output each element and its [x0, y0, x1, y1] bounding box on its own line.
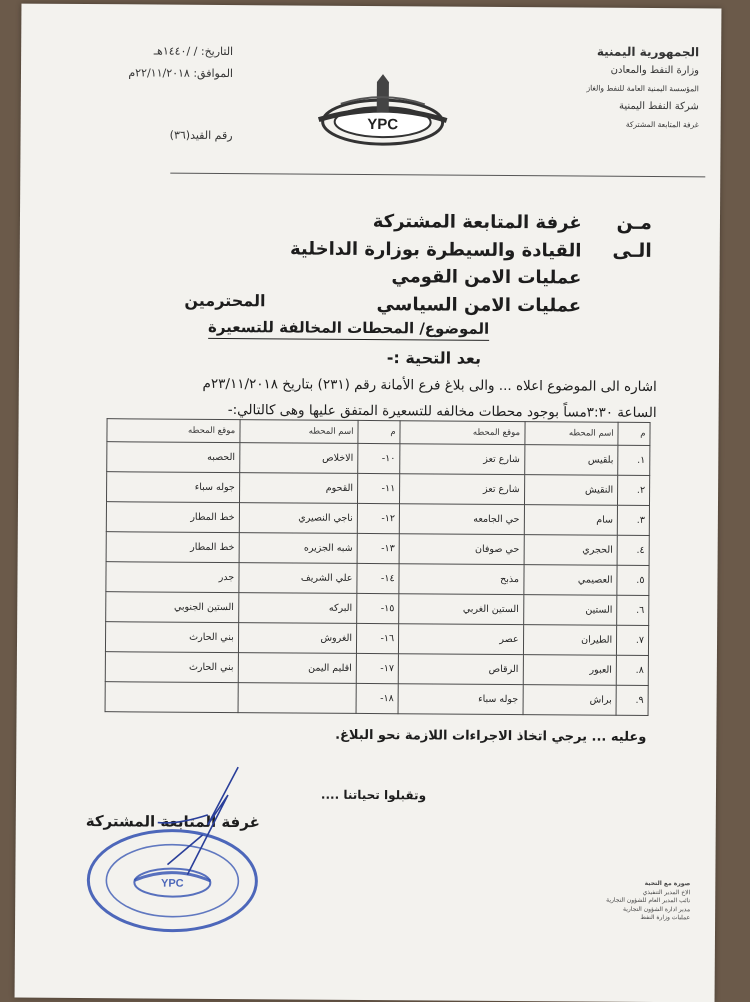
letterhead-right	[499, 41, 700, 134]
table-row	[106, 532, 649, 566]
table-cell: الستين الغربي	[399, 594, 524, 625]
table-cell: ١١-	[357, 473, 399, 503]
table-cell: مذبح	[399, 564, 524, 595]
table-cell: حي صوفان	[399, 534, 524, 565]
to-value-1: القيادة والسيطرة بوزارة الداخلية	[289, 238, 582, 262]
table-cell: جوله سباء	[107, 472, 240, 503]
table-cell: شارع تعز	[400, 474, 525, 505]
stations-table	[105, 418, 651, 716]
table-cell: ٣.	[617, 505, 649, 535]
ministry-name: وزارة النفط والمعادن	[610, 64, 700, 77]
table-cell: عصر	[399, 624, 524, 655]
table-cell: البركه	[238, 593, 356, 624]
table-cell: العصيمي	[523, 565, 617, 596]
signature-block: غرفة المتابعة المشتركة	[85, 812, 260, 832]
table-cell: جوله سباء	[398, 684, 523, 715]
cc-line: مدير ادارة الشؤون التجارية	[622, 905, 691, 913]
table-cell: ١٨-	[356, 683, 398, 713]
table-row	[105, 652, 648, 686]
to-line-2	[172, 265, 652, 289]
closing-text: وتقبلوا تحياتنا ....	[320, 787, 427, 803]
table-cell: ناجي النصيري	[239, 503, 357, 534]
table-cell: علي الشريف	[239, 563, 357, 594]
body-line-1: اشاره الى الموضوع اعلاه ... والى بلاغ فرع الأمانة رقم (٢٣١) بتاريخ ٢٣/١١/٢٠١٨م	[202, 375, 657, 396]
header-cell: موقع المحطه	[107, 419, 240, 443]
handwritten-signature	[147, 764, 248, 885]
table-cell: اقليم اليمن	[238, 653, 356, 684]
body-line-2: الساعة ٣:٣٠مساً بوجود محطات مخالفه للتسعيرة المتفق عليها وهى كالتالي:-	[227, 402, 657, 422]
logo-text: YPC	[367, 115, 399, 134]
action-request: وعليه ... يرجي اتخاذ الاجراءات اللازمة نحو البلاغ.	[335, 727, 647, 745]
republic-name: الجمهورية اليمنية	[596, 44, 700, 60]
table-cell: الرقاص	[398, 654, 523, 685]
table-cell: بني الحارث	[105, 652, 238, 683]
ypc-logo	[310, 72, 456, 153]
table-cell: ٢.	[618, 475, 650, 505]
date-hijri: التاريخ: / /١٤٤٠هـ	[153, 44, 234, 59]
table-cell: ١٢-	[357, 503, 399, 533]
greeting: بعد التحية :-	[386, 348, 482, 368]
table-row	[107, 472, 650, 506]
table-cell: الغروش	[238, 623, 356, 654]
table-cell: ١٥-	[357, 593, 399, 623]
respects-text: المحترمين	[184, 290, 266, 311]
table-row	[105, 622, 648, 656]
table-cell: ١٦-	[356, 623, 398, 653]
header-divider	[170, 173, 705, 178]
table-cell: الاخلاص	[239, 443, 357, 474]
table-cell: ٩.	[616, 685, 648, 715]
table-row	[106, 592, 649, 626]
subject-line: الموضوع/ المحطات المخالفة للتسعيرة	[208, 318, 489, 341]
table-cell: ٥.	[617, 565, 649, 595]
table-cell	[105, 682, 238, 713]
table-cell: ١٧-	[356, 653, 398, 683]
cc-title: صورة مع التحية	[644, 879, 691, 888]
table-cell: القحوم	[239, 473, 357, 504]
from-line	[172, 209, 652, 234]
to-value-3: عمليات الامن السياسي	[376, 294, 582, 317]
table-cell: سام	[524, 505, 618, 536]
table-row	[107, 442, 650, 476]
table-cell: بلقيس	[524, 445, 618, 476]
corporation-name: المؤسسة اليمنية العامة للنفط والغاز	[586, 83, 699, 94]
table-cell	[238, 683, 356, 714]
table-cell: ٦.	[617, 595, 649, 625]
table-cell: ١.	[618, 445, 650, 475]
table-cell: خط المطار	[106, 532, 239, 563]
room-name: غرفة المتابعة المشتركة	[625, 119, 699, 130]
table-cell: شارع تعز	[400, 444, 525, 475]
letterhead-left	[62, 40, 233, 147]
table-cell: ٤.	[617, 535, 649, 565]
table-cell: خط المطار	[106, 502, 239, 533]
header-cell: م	[358, 420, 400, 443]
table-cell: الستين	[523, 595, 617, 626]
table-row	[105, 682, 648, 716]
to-value-2: عمليات الامن القومي	[391, 266, 582, 289]
table-cell: جدر	[106, 562, 239, 593]
cc-line: نائب المدير العام للشؤون التجارية	[606, 896, 691, 905]
table-row	[106, 562, 649, 596]
table-cell: براش	[523, 685, 617, 716]
letter-page	[15, 4, 722, 1002]
table-cell: ١٣-	[357, 533, 399, 563]
company-name: شركة النفط اليمنية	[618, 100, 699, 113]
date-gregorian: الموافق: ٢٢/١١/٢٠١٨م	[128, 66, 234, 81]
cc-block	[570, 879, 690, 922]
table-cell: بني الحارث	[105, 622, 238, 653]
from-label: مـن	[616, 211, 653, 234]
table-cell: النقيش	[524, 475, 618, 506]
cc-line: الاخ المدير التنفيذي	[642, 888, 691, 896]
table-cell: الحجري	[524, 535, 618, 566]
to-line	[172, 237, 652, 262]
from-value: غرفة المتابعة المشتركة	[372, 211, 582, 234]
table-cell: شبه الجزيره	[239, 533, 357, 564]
table-cell: ٧.	[617, 625, 649, 655]
header-cell: اسم المحطه	[524, 422, 618, 446]
header-cell: موقع المحطه	[400, 421, 525, 445]
table-cell: العبور	[523, 655, 617, 686]
registry-number: رقم القيد(٣٦)	[169, 128, 233, 143]
table-cell: الطيران	[523, 625, 617, 656]
header-cell: اسم المحطه	[240, 420, 358, 444]
table-cell: الستين الجنوبي	[106, 592, 239, 623]
table-cell: الحصبه	[107, 442, 240, 473]
table-cell: ٨.	[616, 655, 648, 685]
cc-line: عمليات وزارة النفط	[640, 913, 691, 922]
to-label: الـى	[612, 239, 652, 262]
table-cell: ١٠-	[358, 443, 400, 473]
table-cell: حي الجامعه	[399, 504, 524, 535]
table-cell: ١٤-	[357, 563, 399, 593]
table-row	[106, 502, 649, 536]
stamp-text: YPC	[160, 877, 184, 890]
header-cell: م	[618, 422, 650, 445]
